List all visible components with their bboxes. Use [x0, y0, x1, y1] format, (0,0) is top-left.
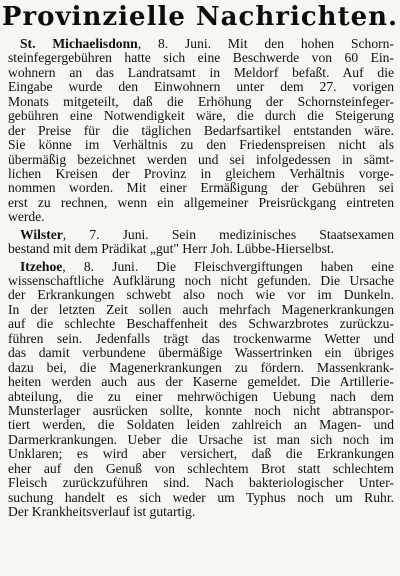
article-dateline: Itzehoe — [20, 259, 63, 274]
article-st-michaelisdonn — [8, 37, 394, 225]
article-line: lichen Kreisen der Provinz in gleichem Verhältnis vorge- — [8, 166, 394, 181]
article-dateline: St. Michaelisdonn — [20, 37, 138, 51]
article-line: steinfegergebühren hatte sich eine Beschwerde von 60 Ein- — [8, 51, 394, 66]
article-line: das damit verbundene übermäßige Wassertrinken ein übriges — [8, 346, 394, 361]
article-text: , 8. Juni. Die Fleischvergiftungen haben eine — [62, 259, 394, 274]
article-line: Monats mitgeteilt, daß die Erhöhung der Schornsteinfeger- — [8, 94, 394, 109]
article-line: erst zu rechnen, wenn ein allgemeiner Preisrückgang eintreten — [8, 195, 394, 210]
article-line: Der Krankheitsverlauf ist gutartig. — [8, 505, 196, 519]
article-line: Fleisch zurückzuführen sind. Nach bakteriologischer Unter- — [8, 476, 394, 491]
article-wilster — [8, 228, 394, 257]
article-line: wohnern an das Landratsamt in Meldorf befaßt. Auf die — [8, 65, 394, 80]
article-line: übermäßig bezeichnet werden und sei infolgedessen in sämt- — [8, 152, 394, 167]
article-line: auf die schlechte Beschaffenheit des Schwarzbrotes zurückzu- — [8, 317, 394, 332]
article-line: Darmerkrankungen. Ueber die Ursache ist man sich noch im — [8, 432, 394, 447]
article-line: eher auf den Genuß von schlechtem Brot statt schlechtem — [8, 461, 394, 476]
article-line — [8, 228, 394, 242]
article-line: werde. — [8, 210, 45, 225]
article-line: Unklaren; es wird aber versichert, daß die Erkrankungen — [8, 447, 394, 462]
article-line — [8, 37, 394, 51]
article-line: nommen worden. Mit einer Ermäßigung der Gebühren sei — [8, 181, 394, 196]
article-line: dazu bei, die Magenerkrankungen zu fördern. Massenkrank- — [8, 360, 394, 375]
article-line: der Erkrankungen schwebt also noch wie vor im Dunkeln. — [8, 288, 394, 303]
article-line: Eingabe wurde den Einwohnern unter dem 27. vorigen — [8, 80, 394, 95]
article-text: , 8. Juni. Mit den hohen Schorn- — [137, 37, 394, 51]
article-text: , 7. Juni. Sein medizinisches Staatsexamen — [62, 227, 394, 242]
article-line: bestand mit dem Prädikat „gut" Herr Joh. Lübbe-Hierselbst. — [8, 242, 335, 257]
article-line: abteilung, die zu einer mehrwöchigen Uebung nach dem — [8, 389, 394, 404]
article-line: Sie könne im Verhältnis zu den Friedenspreisen nicht als — [8, 138, 394, 153]
article-line: gebühren eine Notwendigkeit wäre, die durch die Steigerung — [8, 109, 394, 124]
article-line: heiten werden auch aus der Kaserne gemeldet. Die Artillerie- — [8, 375, 394, 390]
article-itzehoe — [8, 260, 394, 520]
article-column — [8, 37, 394, 519]
article-line — [8, 260, 394, 274]
article-line: In der letzten Zeit sollen auch mehrfach Magenerkrankungen — [8, 302, 394, 317]
article-line: tiert werden, die Soldaten leiden zahlreich an Magen- und — [8, 418, 394, 433]
article-line: der Preise für die täglichen Bedarfsartikel entstanden wäre. — [8, 123, 394, 138]
article-line: wissenschaftliche Aufklärung noch nicht gefunden. Die Ursache — [8, 274, 394, 288]
article-line: suchung handelt es sich weder um Typhus noch um Ruhr. — [8, 490, 394, 505]
article-line: Munsterlager ausrücken sollte, konnte noch nicht abtranspor- — [8, 403, 394, 418]
article-line: führen sein. Jedenfalls trägt das trockenwarme Wetter und — [8, 331, 394, 346]
article-dateline: Wilster — [20, 227, 63, 242]
page-title: Provinzielle Nachrichten. — [1, 2, 399, 32]
